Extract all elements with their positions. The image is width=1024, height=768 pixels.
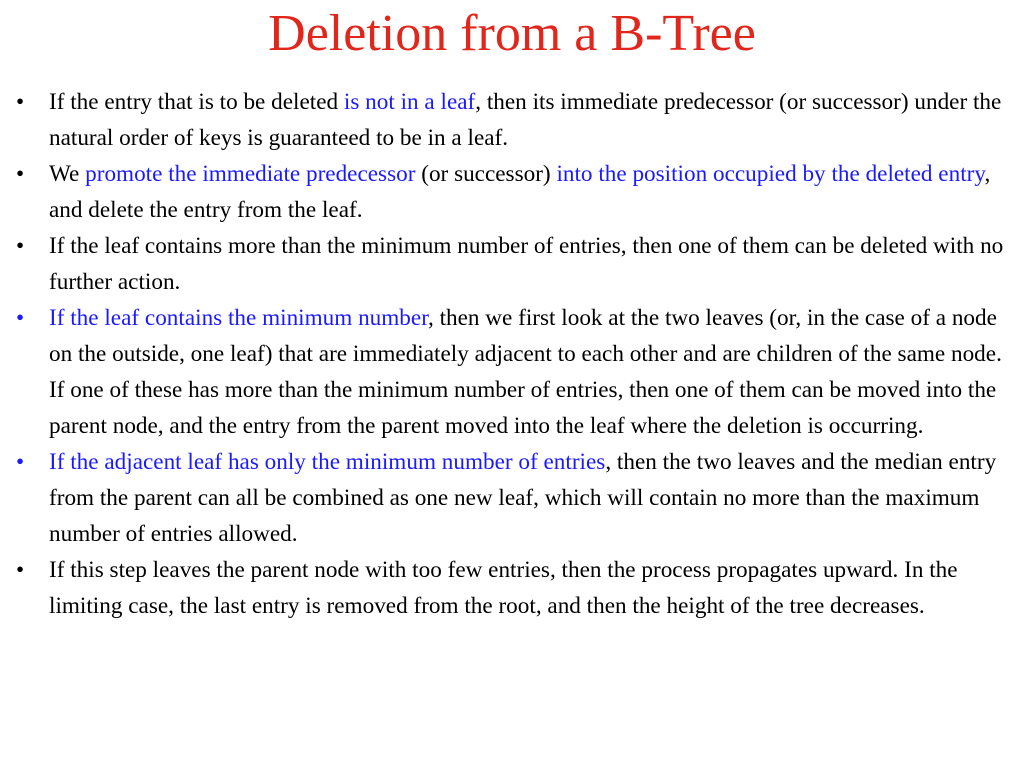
bullet-list [0, 84, 1024, 624]
bullet-text: , and delete the entry from the leaf. [49, 161, 991, 223]
bullet-text: If the entry that is to be deleted [49, 89, 344, 115]
bullet-marker: • [16, 449, 25, 475]
highlighted-text: If the leaf contains the minimum number [49, 305, 428, 331]
bullet-text: , then its immediate predecessor (or successor) under the natural order of keys is guaranteed to be in a leaf. [49, 89, 1002, 151]
bullet-marker: • [16, 305, 25, 331]
highlighted-text: is not in a leaf [343, 89, 476, 115]
bullet-text: (or successor) [415, 161, 557, 187]
bullet-item [0, 552, 1024, 624]
bullet-text: , then the two leaves and the median entry from the parent can all be combined as one new leaf, which will contain no more than the maximum number of entries allowed. [49, 449, 997, 547]
slide-title: Deletion from a B-Tree [268, 5, 756, 62]
bullet-marker: • [16, 557, 25, 583]
highlighted-text: into the position occupied by the deleted entry [556, 161, 985, 187]
bullet-text: If the leaf contains more than the minimum number of entries, then one of them can be deleted with no further action. [49, 233, 1004, 295]
highlighted-text: promote the immediate predecessor [85, 161, 416, 187]
bullet-marker: • [16, 89, 25, 115]
bullet-item [0, 228, 1024, 300]
bullet-item [0, 84, 1024, 156]
bullet-text: If this step leaves the parent node with too few entries, then the process propagates upward. In the limiting case, the last entry is removed from the root, and then the height of the tree decreases. [49, 557, 958, 619]
bullet-item [0, 300, 1024, 444]
bullet-marker: • [16, 161, 25, 187]
bullet-item [0, 156, 1024, 228]
bullet-text: We [49, 161, 86, 187]
bullet-marker: • [16, 233, 25, 259]
bullet-item [0, 444, 1024, 552]
highlighted-text: If the adjacent leaf has only the minimum number of entries [49, 449, 606, 475]
bullet-text: , then we first look at the two leaves (or, in the case of a node on the outside, one leaf) that are immediately adjacent to each other and are children of the same node. If one of these has more than the minimum number of entries, then one of them can be moved into the parent node, and the entry from the parent moved into the leaf where the deletion is occurring. [49, 305, 1002, 439]
